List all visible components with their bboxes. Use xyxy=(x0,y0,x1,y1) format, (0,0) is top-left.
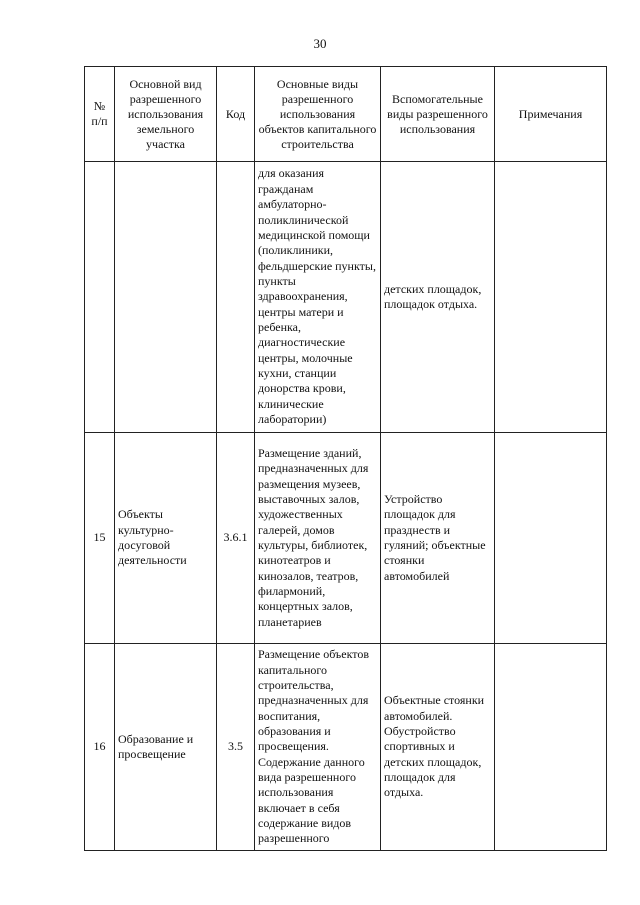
main-capital-cell: для оказания гражданам амбулаторно-поликлинической медицинской помощи (поликлиники, фельдшерские пункты, пункты здравоохранения, центры матери и ребенка, диагностические центры, молочные кухни, станции донорства крови, клинические лаборатории) xyxy=(255,162,381,433)
row-number-cell xyxy=(85,162,115,433)
table-row xyxy=(85,644,607,851)
table-row xyxy=(85,162,607,433)
main-capital-cell: Размещение объектов капитального строительства, предназначенных для воспитания, образования и просвещения. Содержание данного вида разрешенного использования включает в себя содержание видов разрешенного xyxy=(255,644,381,851)
table-row xyxy=(85,433,607,644)
header-main-capital: Основные виды разрешенного использования объектов капитального строительства xyxy=(255,67,381,162)
land-use-table xyxy=(84,66,607,851)
code-cell: 3.6.1 xyxy=(217,433,255,644)
header-auxiliary: Вспомогательные виды разрешенного использования xyxy=(381,67,495,162)
notes-cell xyxy=(495,162,607,433)
main-use-cell: Объекты культурно-досуговой деятельности xyxy=(115,433,217,644)
main-capital-cell: Размещение зданий, предназначенных для размещения музеев, выставочных залов, художественных галерей, домов культуры, библиотек, кинотеатров и кинозалов, театров, филармоний, концертных залов, планетариев xyxy=(255,433,381,644)
main-use-cell: Образование и просвещение xyxy=(115,644,217,851)
row-number-cell: 15 xyxy=(85,433,115,644)
code-cell: 3.5 xyxy=(217,644,255,851)
code-cell xyxy=(217,162,255,433)
row-number-cell: 16 xyxy=(85,644,115,851)
auxiliary-cell: детских площадок, площадок отдыха. xyxy=(381,162,495,433)
auxiliary-cell: Устройство площадок для празднеств и гуляний; объектные стоянки автомобилей xyxy=(381,433,495,644)
table-header-row xyxy=(85,67,607,162)
notes-cell xyxy=(495,644,607,851)
page-number: 30 xyxy=(313,36,327,51)
header-main-use: Основной вид разрешенного использования земельного участка xyxy=(115,67,217,162)
main-use-cell xyxy=(115,162,217,433)
header-notes: Примечания xyxy=(495,67,607,162)
header-code: Код xyxy=(217,67,255,162)
notes-cell xyxy=(495,433,607,644)
header-number: № п/п xyxy=(85,67,115,162)
auxiliary-cell: Объектные стоянки автомобилей. Обустройство спортивных и детских площадок, площадок для отдыха. xyxy=(381,644,495,851)
